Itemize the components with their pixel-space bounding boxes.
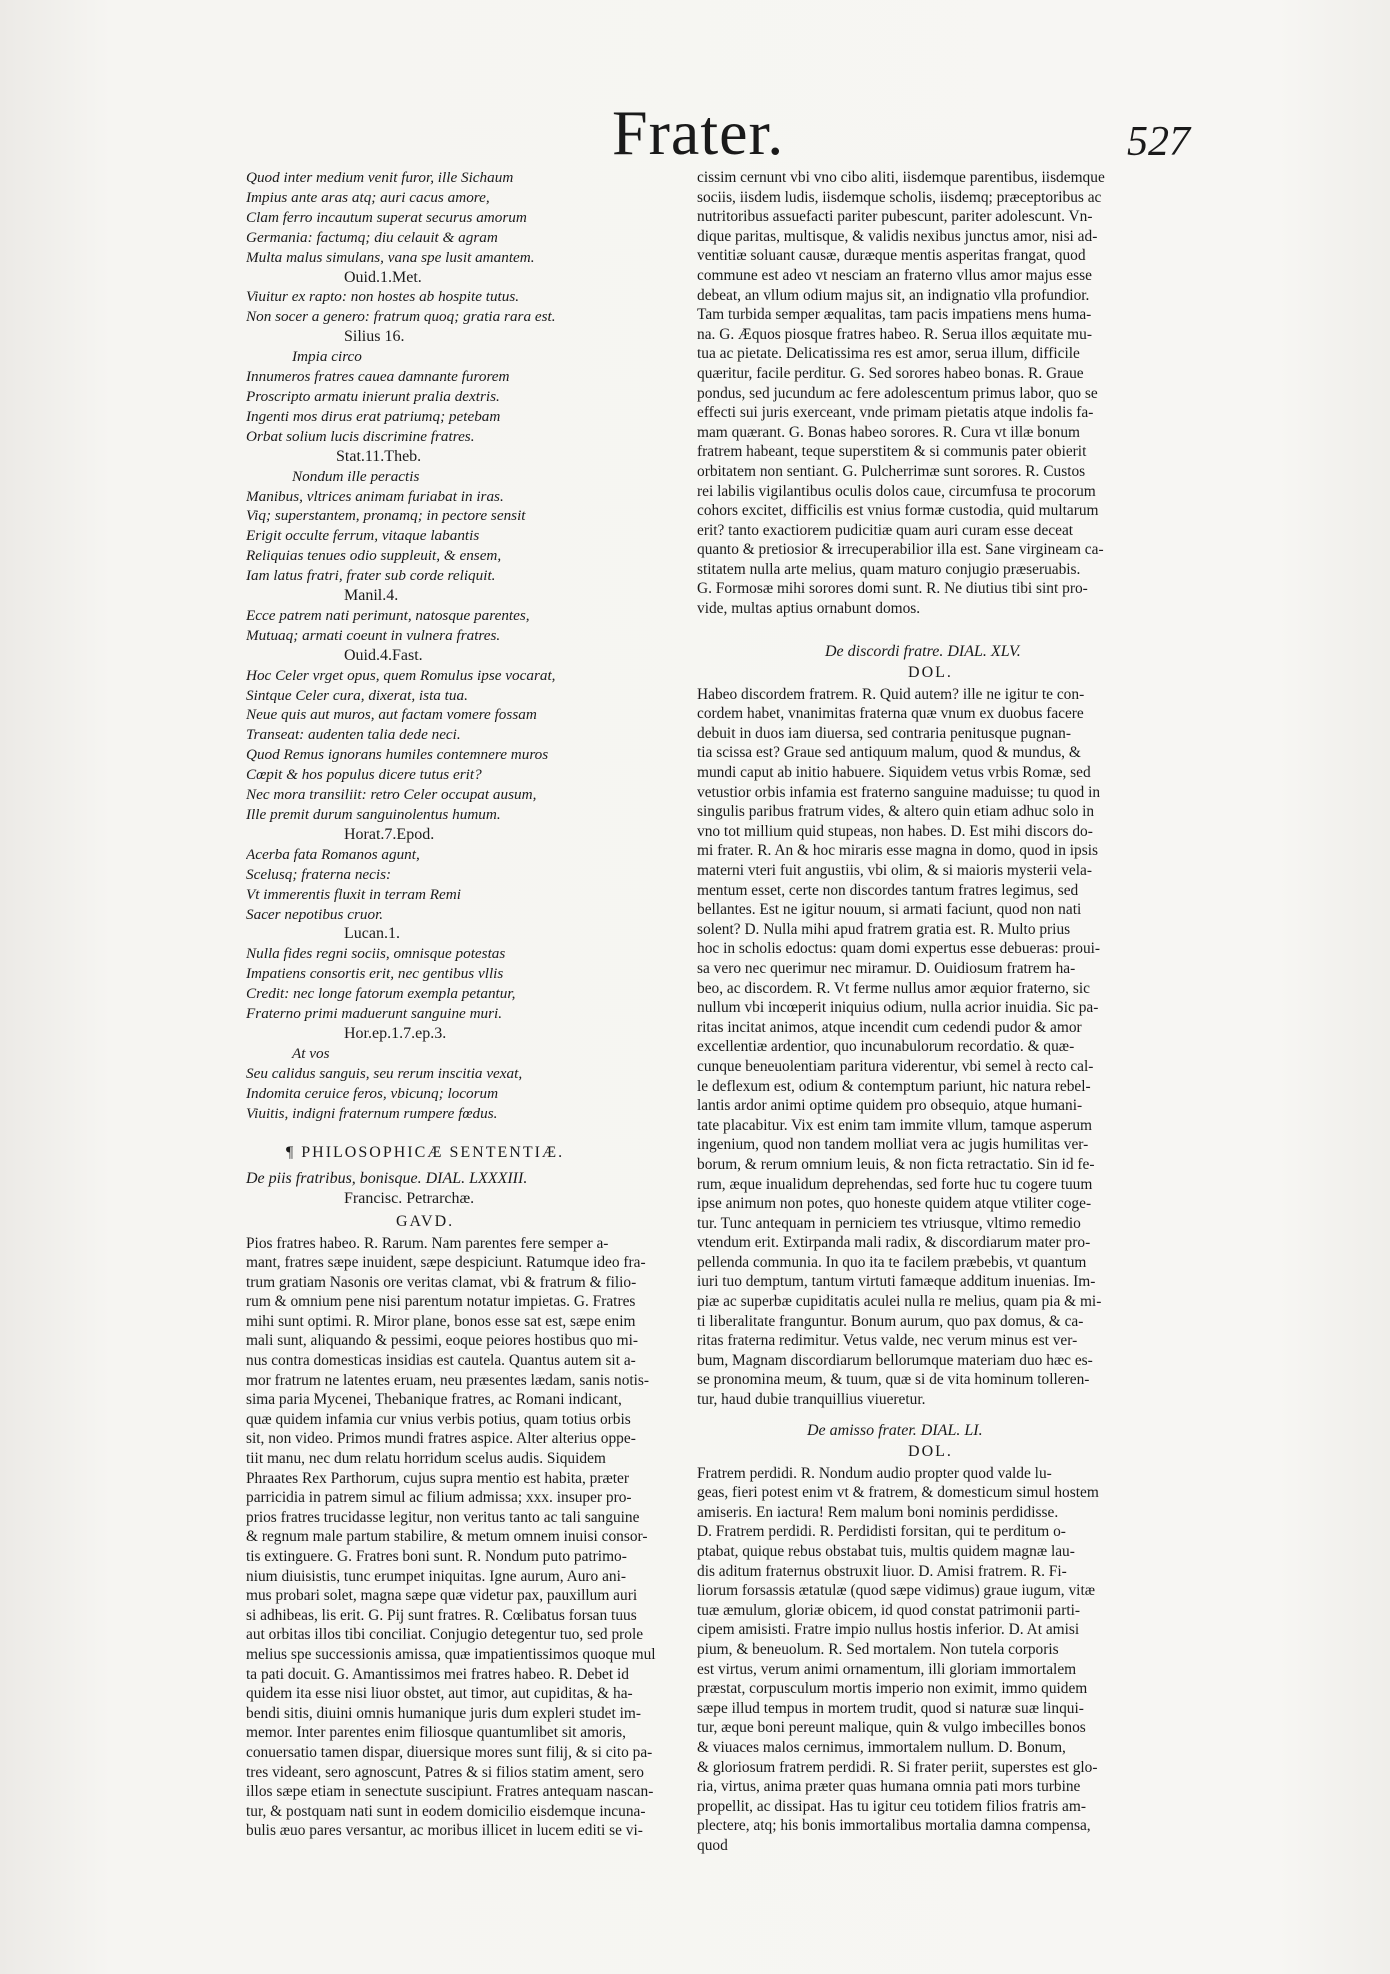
verse-line: Impius ante aras atq; auri cacus amore, [246,188,490,206]
prose-line: debeat, an vllum odium majus sit, an indignatio vlla profundior. [697,286,1090,304]
prose-line: dique paritas, multisque, & validis nexibus junctus amor, nisi ad- [697,227,1098,245]
prose-line: vno tot millium quid stupeas, non habes. D. Est mihi discors do- [697,822,1093,840]
dialogue-speaker: GAVD. [396,1212,455,1230]
prose-line: Tam turbida semper æqualitas, tam pacis impatiens mens huma- [697,306,1092,324]
prose-line: D. Fratrem perdidi. R. Perdidisti forsitan, qui te perditum o- [697,1523,1066,1541]
prose-line: bellantes. Est ne igitur nouum, si armati faciunt, quod non nati [697,901,1082,919]
prose-line: melius spe successionis amissa, quæ impatientissimos quoque mul [246,1645,656,1663]
verse-citation: Ouid.4.Fast. [344,646,423,664]
verse-citation: Manil.4. [344,587,399,605]
prose-line: sit, non video. Primos mundi fratres aspice. Alter alterius oppe- [246,1430,636,1448]
verse-line: Multa malus simulans, vana spe lusit amantem. [246,248,535,266]
prose-line: bendi sitis, diuini omnis humanique juris dum expleri studet im- [246,1704,641,1722]
prose-line: tur, æque boni pereunt malique, quin & vulgo imbecilles bonos [697,1719,1086,1737]
verse-line: Transeat: audenten talia dede neci. [246,726,461,744]
prose-line: ventitiæ soluant causæ, duræque mentis asperitas frangat, quod [697,247,1086,265]
verse-line: Sacer nepotibus cruor. [246,905,384,923]
prose-line: tur, haud dubie tranquillius viueretur. [697,1391,926,1409]
prose-line: liorum forsassis ætatulæ (quod sæpe vidimus) graue iugum, vitæ [697,1582,1095,1600]
prose-line: quod [697,1836,728,1854]
prose-line: materni vteri fuit angustiis, vbi olim, & si maioris mysterii vela- [697,862,1092,879]
prose-line: quæritur, facile perditur. G. Sed sorores habeo bonas. R. Graue [697,364,1084,382]
verse-line: Impatiens consortis erit, nec gentibus vllis [246,965,504,983]
prose-line: vetustior orbis infamia est fraterno sanguine maduisse; tu quod in [697,783,1101,801]
prose-line: rum & omnium pene nisi parentum notatur impietas. G. Fratres [246,1293,636,1311]
verse-line: Proscripto armatu inierunt pralia dextris. [246,387,500,405]
prose-line: & gloriosum fratrem perdidi. R. Si frater periit, superstes est glo- [697,1758,1098,1776]
prose-line: tis extinguere. G. Fratres boni sunt. R. Nondum puto patrimo- [246,1548,627,1565]
prose-line: ipse animum non potes, quo honeste quidem atque vtiliter coge- [697,1195,1092,1213]
prose-line: pium, & beneuolum. R. Sed mortalem. Non tutela corporis [697,1640,1059,1658]
prose-line: ti liberalitate franguntur. Bonum aurum, quo pax domus, & ca- [697,1312,1084,1330]
verse-line: Neue quis aut muros, aut factam vomere fossam [246,706,537,724]
prose-line: Fratrem perdidi. R. Nondum audio propter quod valde lu- [697,1464,1052,1482]
verse-line: Erigit occulte ferrum, vitaque labantis [246,527,480,545]
prose-line: quanto & pretiosior & irrecuperabilior illa est. Sane virgineam ca- [697,541,1104,559]
verse-citation: Horat.7.Epod. [344,825,435,843]
prose-line: quidem ita esse nisi liuor obstet, aut timor, aut cupiditas, & ha- [246,1685,633,1703]
prose-line: nus contra domesticas insidias est cautela. Quantus autem sit a- [246,1352,636,1370]
prose-line: G. Formosæ mihi sorores domi sunt. R. Ne diutius tibi sint pro- [697,580,1088,598]
prose-line: borum, & rerum omnium leuis, & non ficta retractatio. Sin id fe- [697,1155,1095,1173]
prose-line: aut orbitas illos tibi conciliat. Conjugio detegentur tuo, sed prole [246,1626,644,1644]
prose-line: erit? tanto exactiorem pudicitiæ quam auri curam esse deceat [697,521,1074,539]
prose-line: pondus, sed jucundum ac fere adolescentum primus labor, quo se [697,384,1098,402]
verse-line: Non socer a genero: fratrum quoq; gratia rara est. [246,308,556,326]
prose-line: mam quærant. G. Bonas habeo sorores. R. Cura vt illæ bonum [697,423,1081,441]
right-column [697,168,1164,1856]
prose-line: commune est adeo vt nesciam an fraterno vllus amor majus esse [697,266,1092,284]
dialogue-speaker: DOL. [908,1442,953,1460]
prose-line: & viuaces malos cernimus, immortalem nullum. D. Bonum, [697,1738,1066,1756]
prose-line: conuersatio tamen dispar, diuersique mores sunt filij, & si cito pa- [246,1743,653,1761]
prose-line: ptabat, quique rebus obstabat tuis, multis quidem magnæ lau- [697,1543,1075,1560]
prose-line: se pronomina meum, & tuum, quæ si de vita hominum tolleren- [697,1371,1090,1389]
prose-line: piæ ac superbæ cupiditatis aculei nulla re melius, quam pia & mi- [697,1293,1102,1311]
verse-line: Iam latus fratri, frater sub corde reliquit. [246,567,496,585]
prose-line: tate placabitur. Vix est enim tam immite vllum, tamque asperum [697,1116,1093,1134]
prose-line: sæpe illud tempus in mortem trudit, quod si naturæ suæ linqui- [697,1699,1084,1717]
prose-line: mali sunt, aliquando & pessimi, eoque peiores hostibus quo mi- [246,1332,638,1350]
verse-citation: Lucan.1. [344,925,400,943]
verse-line: Nondum ille peractis [292,467,420,485]
prose-line: cohors excitet, difficilis est vnius formæ custodia, quid multarum [697,502,1099,520]
prose-line: Habeo discordem fratrem. R. Quid autem? ille ne igitur te con- [697,685,1085,703]
prose-line: effecti sui juris exerceant, vnde primam pietatis atque indolis fa- [697,404,1094,422]
verse-line: Quod Remus ignorans humiles contemnere muros [246,746,549,764]
prose-line: sociis, iisdem ludis, iisdemque scholis, iisdemq; præceptoribus ac [697,188,1102,206]
prose-line: mentum esset, certe non discordes tantum fratres legimus, sed [697,881,1079,899]
dialogue-author: Francisc. Petrarchæ. [344,1189,475,1207]
verse-line: Indomita ceruice feros, vbicunq; locorum [246,1084,499,1102]
verse-line: Ingenti mos dirus erat patriumq; petebam [246,407,501,425]
verse-line: Seu calidus sanguis, seu rerum inscitia vexat, [246,1064,523,1082]
prose-line: quæ quidem infamia cur vnius verbis potius, quam totius orbis [246,1410,631,1428]
verse-line: Cœpit & hos populus dicere tutus erit? [246,766,482,784]
prose-line: bum, Magnam discordiarum bellorumque materiam duo hæc es- [697,1351,1093,1369]
prose-line: nutritoribus assuefacti pariter pubescunt, pariter adolescunt. Vn- [697,208,1093,226]
prose-line: amiseris. En iactura! Rem malum boni nominis perdidisse. [697,1503,1059,1521]
prose-line: vtendum erit. Extirpanda mali radix, & discordiarum mater pro- [697,1234,1091,1252]
prose-line: est virtus, verum animi ornamentum, illi gloriam immortalem [697,1660,1077,1678]
verse-line: Quod inter medium venit furor, ille Sichaum [246,169,514,186]
prose-line: Phraates Rex Parthorum, cujus supra mentio est habita, præter [246,1469,629,1487]
prose-line: tuæ æmulum, gloriæ obicem, id quod constat patrimonii parti- [697,1601,1081,1619]
verse-line: Mutuaq; armati coeunt in vulnera fratres. [246,626,501,644]
prose-line: excellentiæ ardentior, quo incunabulorum recordatio. & quæ- [697,1038,1075,1056]
prose-line: parricidia in patrem simul ac filium admissa; xxx. insuper pro- [246,1489,632,1507]
prose-line: cunque beneuolentiam paritura viderentur, vbi semel à recto cal- [697,1057,1094,1075]
prose-line: illos sæpe etiam in senectute suscipiunt. Fratres antequam nascan- [246,1783,654,1801]
prose-line: hoc in scholis edoctus: quam domi expertus esse debueras: proui- [697,940,1101,958]
verse-citation: Ouid.1.Met. [344,268,422,286]
prose-line: plectere, atq; his bonis immortalibus mortalia damna compensa, [697,1817,1091,1835]
prose-line: tua ac pietate. Delicatissima res est amor, serua illum, difficile [697,345,1080,363]
prose-line: nullum vbi incœperit iniquius odium, nulla acrior inuidia. Sic pa- [697,999,1099,1017]
prose-line: tur, & postquam nati sunt in eodem domicilio eisdemque incuna- [246,1802,646,1820]
prose-line: bulis æuo pares versantur, ac moribus illicet in lucem editi se vi- [246,1822,643,1840]
prose-line: solent? D. Nulla mihi apud fratrem gratia est. R. Multo prius [697,920,1071,938]
verse-line: Viuitis, indigni fraternum rumpere fœdus. [246,1104,498,1122]
left-column [246,168,681,1841]
prose-line: mor fratrum ne latentes eruam, neu præsentes lædam, sanis notis- [246,1371,650,1389]
verse-line: Acerba fata Romanos agunt, [246,845,420,863]
dialogue-title: De discordi fratre. DIAL. XLV. [825,642,1021,660]
verse-line: Innumeros fratres cauea damnante furorem [246,368,510,386]
verse-line: Scelusq; fraterna necis: [246,865,392,883]
prose-line: pellenda communia. In quo ita te facilem præbebis, vt quantum [697,1253,1087,1271]
verse-line: Nec mora transiliit: retro Celer occupat ausum, [246,786,537,804]
prose-line: rum, æque inualidum deprehendas, sed forte huc tu cogere tuum [697,1175,1093,1193]
prose-line: fratrem habeant, teque superstitem & si communis pater obierit [697,443,1087,461]
verse-line: Reliquias tenues odio suppleuit, & ensem, [246,547,502,565]
dialogue-title: De amisso frater. DIAL. LI. [807,1421,983,1439]
prose-line: & regnum male partum stabilire, & metum omnem inuisi consor- [246,1528,648,1546]
prose-line: orbitatem non sentiant. G. Pulcherrimæ sunt sorores. R. Custos [697,462,1086,480]
prose-line: præstat, corpusculum mortis imperio non eximit, immo quidem [697,1680,1088,1698]
prose-line: cissim cernunt vbi vno cibo aliti, iisdemque parentibus, iisdemque [697,169,1105,186]
verse-line: Vt immerentis fluxit in terram Remi [246,885,461,903]
prose-line: ritas incitat animos, atque incendit cum cedendi pudor & amor [697,1018,1082,1036]
prose-line: geas, fieri potest enim vt & fratrem, & domesticum simul hostem [697,1484,1099,1502]
prose-line: iuri tuo demptum, tantum virtuti famæque additum inuenias. Im- [697,1273,1096,1291]
prose-line: le deflexum est, odium & contemptum pariunt, hic natura rebel- [697,1077,1091,1095]
prose-line: sima paria Mycenei, Thebanique fratres, ac Romani indicant, [246,1391,622,1409]
verse-line: Orbat solium lucis discrimine fratres. [246,427,475,445]
verse-line: Clam ferro incautum superat securus amorum [246,208,527,226]
prose-line: ingenium, quod non tandem molliat vera ac jugis humilitas ver- [697,1136,1089,1154]
prose-line: Pios fratres habeo. R. Rarum. Nam parentes fere semper a- [246,1234,609,1252]
running-head: Frater. [612,97,785,168]
verse-line: Viuitur ex rapto: non hostes ab hospite tutus. [246,288,520,306]
prose-line: tres videant, sero agnoscunt, Patres & si filios statim ament, sero [246,1763,644,1781]
verse-line: Credit: nec longe fatorum exempla petantur, [246,985,516,1003]
dialogue-title: De piis fratribus, bonisque. DIAL. LXXXIII. [246,1169,528,1187]
spacer [246,1124,681,1134]
prose-line: na. G. Æquos piosque fratres habeo. R. Serua illos æquitate mu- [697,325,1092,343]
prose-line: si adhibeas, lis erit. G. Pij sunt fratres. R. Cœlibatus forsan tuus [246,1606,637,1624]
page-number: 527 [1127,119,1190,165]
prose-line: mundi caput ab initio habuere. Siquidem vetus vrbis Romæ, sed [697,764,1091,782]
prose-line: cordem habet, vnanimitas fraterna quæ vnum ex duobus facere [697,705,1084,723]
prose-line: tiit manu, nec dum relatu horridum scelus audis. Siquidem [246,1450,606,1468]
verse-line: Fraterno primi maduerunt sanguine muri. [246,1005,503,1023]
verse-line: Ecce patrem nati perimunt, natosque parentes, [246,606,530,624]
prose-line: sa vero nec querimur nec miramur. D. Ouidiosum fratrem ha- [697,959,1076,977]
prose-line: lantis ardor animi optime quidem pro obsequio, atque humani- [697,1097,1083,1115]
prose-line: propellit, ac dissipat. Has tu igitur ceu totidem filios fratris am- [697,1797,1086,1815]
verse-line: Nulla fides regni sociis, omnisque potestas [246,945,506,963]
verse-citation: Silius 16. [344,328,405,346]
prose-line: debuit in duos iam diuersa, sed contraria penitusque pugnan- [697,724,1071,742]
verse-line: At vos [292,1044,330,1062]
prose-line: singulis paribus fratrum vides, & altero quin etiam adhuc solo in [697,803,1095,821]
prose-line: ta pati docuit. G. Amantissimos mei fratres habeo. R. Debet id [246,1665,629,1683]
verse-line: Sintque Celer cura, dixerat, ista tua. [246,686,468,704]
prose-line: prios fratres trucidasse legitur, non veritus tanto ac tali sanguine [246,1508,640,1526]
prose-line: dis aditum fraternus obstruxit liuor. D. Amisi fratrem. R. Fi- [697,1562,1067,1580]
prose-line: ritas fraterna redimitur. Vetus valde, nec verum minus est ver- [697,1332,1078,1350]
prose-line: ria, virtus, anima præter quas humana omnia pati mors turbine [697,1778,1081,1796]
verse-line: Impia circo [292,348,362,366]
prose-line: rei labilis vigilantibus oculis dolos caue, circumfusa te procorum [697,482,1096,500]
prose-line: vide, multas aptius ornabunt domos. [697,600,921,618]
section-heading: ¶ PHILOSOPHICÆ SENTENTIÆ. [286,1143,565,1161]
prose-line: memor. Inter parentes enim filiosque quantumlibet sit amoris, [246,1724,626,1742]
prose-line: mant, fratres sæpe inuident, sæpe despiciunt. Ratumque ideo fra- [246,1254,646,1272]
prose-line: trum gratiam Nasonis ore veritas clamat, vbi & fratrum & filio- [246,1273,637,1291]
verse-line: Ille premit durum sanguinolentus humum. [246,806,501,823]
verse-citation: Stat.11.Theb. [336,447,422,465]
prose-line: nium diuisistis, tunc erumpet iniquitas. Igne aurum, Auro ani- [246,1567,627,1585]
prose-line: tia scissa est? Graue sed antiquum malum, quod & mundus, & [697,744,1081,762]
prose-line: mus probari solet, magna sæpe quæ videtur pax, pauxillum auri [246,1587,638,1605]
prose-line: cipem amisisti. Fratre impio nullus hostis inferior. D. At amisi [697,1621,1080,1639]
verse-line: Manibus, vltrices animam furiabat in iras. [246,487,504,505]
prose-line: beo, ac discordem. R. Vt ferme nullus amor æquior fraterno, sic [697,979,1090,997]
prose-line: tur. Tunc antequam in perniciem tes vtriusque, vltimo remedio [697,1214,1081,1232]
prose-line: stitatem nulla arte melius, quam maturo conjugio præseruabis. [697,560,1081,578]
verse-citation: Hor.ep.1.7.ep.3. [344,1024,447,1042]
prose-line: mi frater. R. An & hoc miraris esse magna in domo, quod in ipsis [697,842,1098,860]
verse-line: Hoc Celer vrget opus, quem Romulus ipse vocarat, [246,666,556,684]
verse-line: Viq; superstantem, pronamq; in pectore sensit [246,507,526,525]
verse-line: Germania: factumq; diu celauit & agram [246,228,498,246]
dialogue-speaker: DOL. [908,663,953,681]
prose-line: mihi sunt optimi. R. Miror plane, bonos esse sat est, sæpe enim [246,1312,636,1330]
